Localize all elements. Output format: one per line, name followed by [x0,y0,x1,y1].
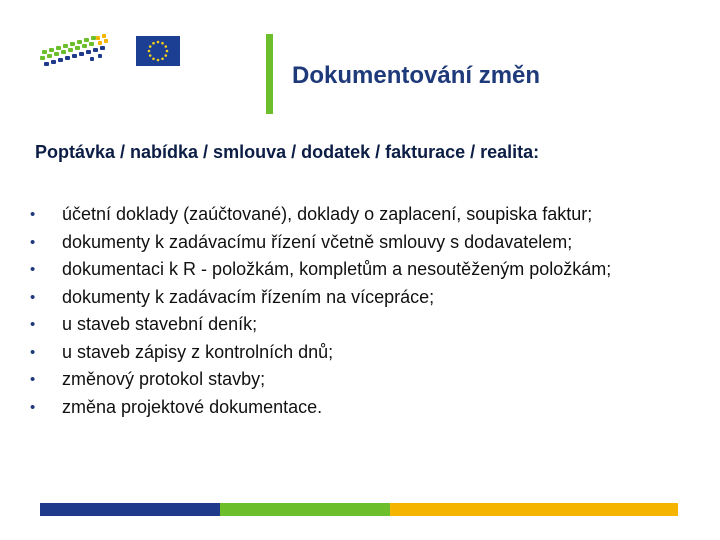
footer-green-segment [220,503,390,516]
bullet-item [30,311,611,339]
bullet-text: dokumenty k zadávacím řízením na vícepráce; [62,286,435,307]
bullet-dot: • [30,206,36,223]
bullet-dot: • [30,261,36,278]
bullet-dot: • [30,343,36,361]
bullet-item [30,284,611,312]
bullet-item [30,229,611,257]
bullet-text: změna projektové dokumentace. [62,396,323,417]
bullet-list [30,201,611,421]
bullet-dot: • [30,398,36,416]
bullet-text: změnový protokol stavby; [62,369,266,389]
footer-color-bar [40,503,678,516]
bullet-item [30,256,611,284]
footer-blue-segment [40,503,220,516]
bullet-dot: • [30,288,36,306]
bullet-dot: • [30,233,36,251]
bullet-text: dokumentaci k R - položkám, kompletům a nesoutěženým položkám; [62,259,612,279]
bullet-text: u staveb stavební deník; [62,314,258,334]
bullet-text: u staveb zápisy z kontrolních dnů; [62,341,334,362]
bullet-item [30,366,611,394]
program-wave-logo-icon [38,30,110,70]
bullet-item [30,339,611,367]
eu-flag-icon [136,36,180,66]
bullet-text: účetní doklady (zaúčtované), doklady o zaplacení, soupiska faktur; [62,204,593,224]
bullet-item [30,394,611,422]
bullet-text: dokumenty k zadávacímu řízení včetně smlouvy s dodavatelem; [62,231,573,252]
bullet-item [30,201,611,229]
slide-subtitle: Poptávka / nabídka / smlouva / dodatek / fakturace / realita: [35,142,540,162]
bullet-dot: • [30,371,36,388]
title-accent-bar [266,34,273,114]
footer-yellow-segment [390,503,678,516]
bullet-dot: • [30,316,36,333]
slide-title: Dokumentování změn [292,62,541,89]
